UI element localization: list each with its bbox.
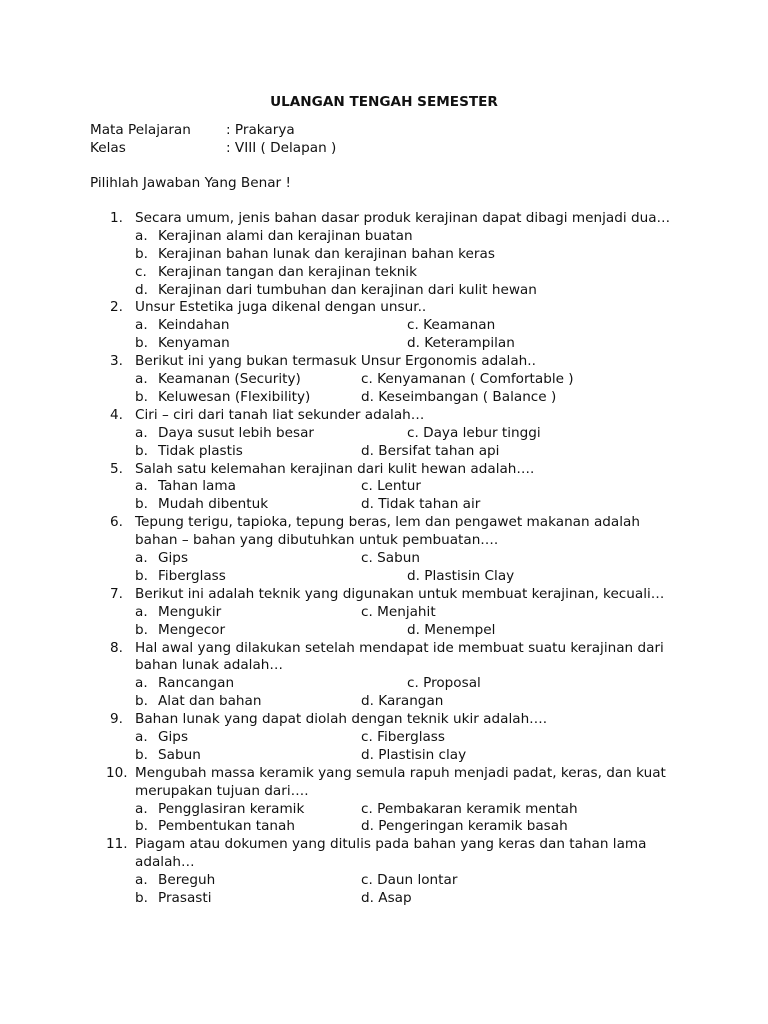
option-text: Kerajinan alami dan kerajinan buatan	[158, 227, 413, 244]
answer-option: c. Keamanan	[407, 317, 496, 334]
option-text: Keluwesan (Flexibility)	[158, 388, 311, 405]
option-letter: b.	[135, 818, 148, 835]
option-row	[0, 550, 768, 568]
option-letter: a.	[135, 424, 148, 441]
option-text: Keindahan	[158, 317, 230, 334]
answer-option: c. Menjahit	[361, 603, 436, 620]
option-text: Rancangan	[158, 675, 235, 692]
option-text: Mudah dibentuk	[158, 496, 269, 513]
option-text: Pembentukan tanah	[158, 818, 295, 835]
option-text: Sabun	[158, 746, 201, 763]
question-number: 6.	[110, 514, 123, 531]
answer-option: c. Daya lebur tinggi	[407, 424, 541, 441]
option-row	[0, 622, 768, 640]
option-row	[0, 443, 768, 461]
option-row	[0, 425, 768, 443]
answer-option: c. Pembakaran keramik mentah	[361, 800, 578, 817]
question-item	[0, 586, 768, 640]
question-number: 5.	[110, 460, 123, 477]
option-row	[0, 282, 768, 300]
option-text: Gips	[158, 729, 189, 745]
instruction-text: Pilihlah Jawaban Yang Benar !	[90, 175, 291, 191]
option-letter: a.	[135, 800, 148, 817]
option-text: Fiberglass	[158, 567, 226, 584]
question-number: 3.	[110, 353, 123, 370]
answer-option: c. Daun lontar	[361, 872, 458, 889]
option-row	[0, 604, 768, 622]
option-row	[0, 801, 768, 819]
question-text: Piagam atau dokumen yang ditulis pada bahan yang keras dan tahan lama adalah…	[135, 836, 647, 871]
option-text: Kerajinan tangan dan kerajinan teknik	[158, 263, 417, 280]
option-text: Kerajinan dari tumbuhan dan kerajinan dari kulit hewan	[158, 281, 537, 298]
answer-option: c. Fiberglass	[361, 729, 445, 745]
meta-label: Kelas	[90, 140, 126, 156]
answer-option: c. Proposal	[407, 675, 481, 692]
question-item	[0, 210, 768, 299]
option-letter: a.	[135, 550, 148, 567]
answer-option: c. Lentur	[361, 478, 421, 495]
question-text: Tepung terigu, tapioka, tepung beras, lem dan pengawet makanan adalah bahan – bahan yang dibutuhkan untuk pembuatan….	[135, 514, 640, 549]
option-row	[0, 568, 768, 586]
answer-option: d. Asap	[361, 890, 412, 907]
question-number: 10.	[106, 764, 128, 781]
option-letter: a.	[135, 371, 148, 388]
question-number: 1.	[110, 210, 123, 226]
question-item	[0, 711, 768, 765]
answer-option: d. Keseimbangan ( Balance )	[361, 388, 557, 405]
option-letter: b.	[135, 890, 148, 907]
question-text: Bahan lunak yang dapat diolah dengan teknik ukir adalah….	[135, 711, 548, 728]
meta-label: Mata Pelajaran	[90, 122, 191, 138]
option-text: Kenyaman	[158, 335, 230, 352]
question-number: 2.	[110, 299, 123, 316]
answer-option: d. Plastisin clay	[361, 746, 467, 763]
option-letter: c.	[135, 263, 147, 280]
answer-option: d. Menempel	[407, 621, 496, 638]
option-text: Kerajinan bahan lunak dan kerajinan bahan keras	[158, 245, 495, 262]
question-number: 11.	[106, 836, 128, 853]
answer-option: d. Tidak tahan air	[361, 496, 481, 513]
option-row	[0, 228, 768, 246]
option-text: Mengecor	[158, 621, 226, 638]
question-item	[0, 836, 768, 908]
option-letter: a.	[135, 872, 148, 889]
option-letter: b.	[135, 335, 148, 352]
option-text: Bereguh	[158, 872, 216, 889]
option-row	[0, 747, 768, 765]
option-text: Prasasti	[158, 890, 212, 907]
option-letter: b.	[135, 245, 148, 262]
option-text: Pengglasiran keramik	[158, 800, 305, 817]
option-letter: b.	[135, 442, 148, 459]
option-row	[0, 890, 768, 908]
option-row	[0, 389, 768, 407]
option-letter: b.	[135, 746, 148, 763]
question-text: Ciri – ciri dari tanah liat sekunder adalah…	[135, 406, 425, 423]
document-title: ULANGAN TENGAH SEMESTER	[270, 94, 498, 110]
option-text: Gips	[158, 550, 189, 567]
question-text: Secara umum, jenis bahan dasar produk kerajinan dapat dibagi menjadi dua…	[135, 210, 671, 226]
question-number: 4.	[110, 406, 123, 423]
question-text: Berikut ini yang bukan termasuk Unsur Ergonomis adalah..	[135, 353, 536, 370]
question-item	[0, 514, 768, 586]
option-row	[0, 478, 768, 496]
option-text: Keamanan (Security)	[158, 371, 301, 388]
question-number: 8.	[110, 639, 123, 656]
option-letter: b.	[135, 567, 148, 584]
option-row	[0, 317, 768, 335]
answer-option: c. Sabun	[361, 550, 420, 567]
option-row	[0, 335, 768, 353]
option-text: Tidak plastis	[158, 442, 243, 459]
option-text: Tahan lama	[158, 478, 236, 495]
question-text: Mengubah massa keramik yang semula rapuh menjadi padat, keras, dan kuat merupakan tujuan dari….	[135, 764, 666, 799]
answer-option: d. Karangan	[361, 693, 444, 710]
option-letter: a.	[135, 317, 148, 334]
option-text: Mengukir	[158, 603, 222, 620]
option-letter: b.	[135, 621, 148, 638]
option-letter: b.	[135, 496, 148, 513]
question-text: Hal awal yang dilakukan setelah mendapat ide membuat suatu kerajinan dari bahan lunak adalah…	[135, 639, 664, 674]
option-letter: b.	[135, 693, 148, 710]
answer-option: d. Plastisin Clay	[407, 567, 515, 584]
option-row	[0, 693, 768, 711]
option-row	[0, 264, 768, 282]
option-text: Alat dan bahan	[158, 693, 262, 710]
question-text: Berikut ini adalah teknik yang digunakan untuk membuat kerajinan, kecuali…	[135, 585, 665, 602]
question-item	[0, 461, 768, 515]
answer-option: d. Pengeringan keramik basah	[361, 818, 568, 835]
option-row	[0, 675, 768, 693]
answer-option: d. Bersifat tahan api	[361, 442, 500, 459]
option-letter: a.	[135, 729, 148, 745]
option-letter: a.	[135, 478, 148, 495]
meta-value: : VIII ( Delapan )	[226, 140, 337, 156]
option-row	[0, 818, 768, 836]
option-row	[0, 371, 768, 389]
question-item	[0, 353, 768, 407]
question-number: 9.	[110, 711, 123, 728]
question-number: 7.	[110, 585, 123, 602]
option-letter: a.	[135, 227, 148, 244]
meta-value: : Prakarya	[226, 122, 295, 138]
option-row	[0, 872, 768, 890]
question-item	[0, 299, 768, 353]
option-row	[0, 729, 768, 747]
option-letter: a.	[135, 675, 148, 692]
question-item	[0, 640, 768, 712]
question-item	[0, 765, 768, 837]
option-letter: a.	[135, 603, 148, 620]
question-text: Salah satu kelemahan kerajinan dari kulit hewan adalah….	[135, 460, 535, 477]
option-letter: d.	[135, 281, 148, 298]
answer-option: c. Kenyamanan ( Comfortable )	[361, 371, 574, 388]
question-item	[0, 407, 768, 461]
answer-option: d. Keterampilan	[407, 335, 515, 352]
option-row	[0, 496, 768, 514]
option-row	[0, 246, 768, 264]
option-text: Daya susut lebih besar	[158, 424, 315, 441]
question-text: Unsur Estetika juga dikenal dengan unsur..	[135, 299, 427, 316]
option-letter: b.	[135, 388, 148, 405]
question-list	[0, 210, 768, 908]
